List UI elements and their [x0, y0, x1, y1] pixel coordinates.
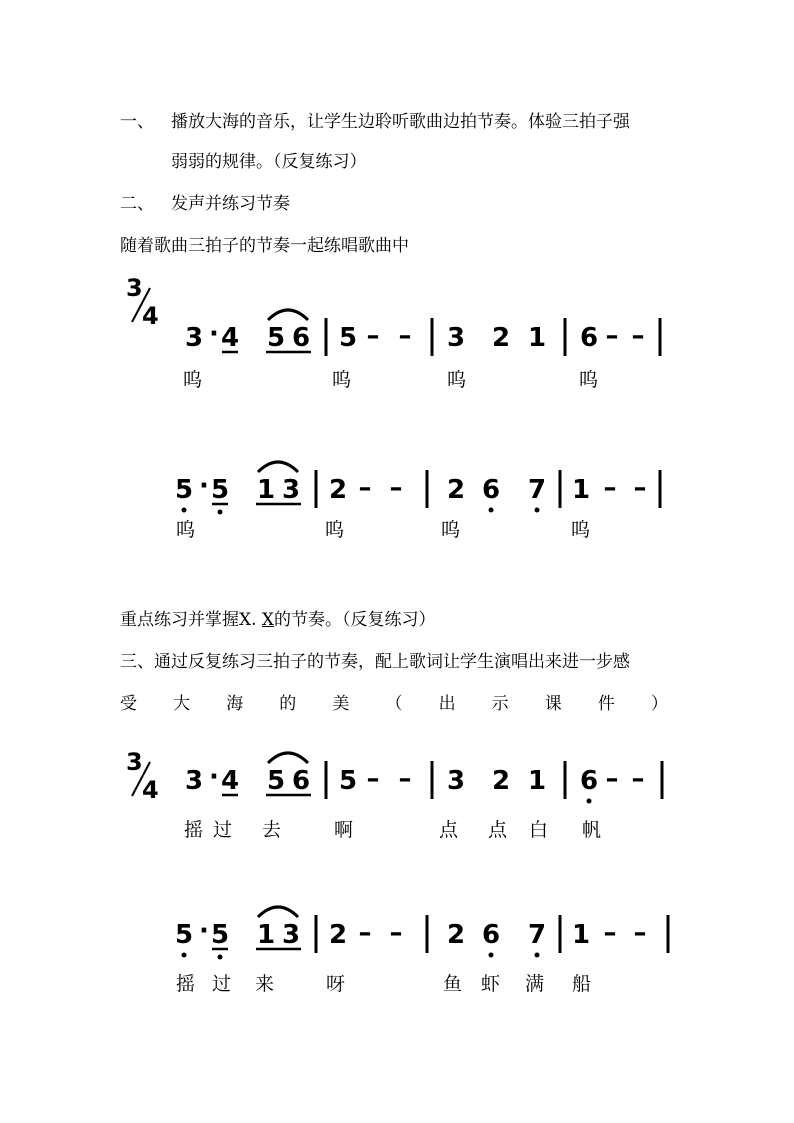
low-dot: [535, 508, 540, 513]
dash: –: [398, 764, 412, 794]
spaced-char: 件: [597, 694, 615, 714]
note: 2: [491, 766, 511, 796]
spaced-char: 的: [279, 694, 297, 714]
focus-text-b: 的节奏。（反复练习）: [274, 610, 436, 630]
lyric: 船: [572, 973, 592, 995]
tie-arc: [268, 310, 308, 320]
note: 5: [210, 475, 230, 505]
paragraph-1-line-b: 弱弱的规律。（反复练习）: [171, 152, 367, 172]
lyric: 呜: [176, 519, 196, 541]
lyric: 呜: [332, 369, 352, 391]
dash: –: [605, 321, 619, 351]
score-4: [175, 907, 668, 995]
paragraph-4-line-a: 三、通过反复练习三拍子的节奏，配上歌词让学生演唱出来进一步感: [120, 652, 630, 672]
tie-arc: [268, 753, 308, 763]
note: 2: [446, 920, 466, 950]
note: 6: [579, 323, 599, 353]
dash: –: [631, 321, 645, 351]
item-number-1: 一、: [120, 112, 154, 132]
dash: –: [358, 473, 372, 503]
note: 1: [256, 475, 276, 505]
note: 5: [174, 920, 194, 950]
note: 4: [220, 323, 240, 353]
dot-note: ·: [199, 471, 209, 501]
lyric: 啊: [334, 819, 354, 841]
note: 4: [220, 766, 240, 796]
note: 5: [338, 766, 358, 796]
lyric: 帆: [582, 819, 602, 841]
lyric: 呜: [579, 369, 599, 391]
note: 5: [266, 323, 286, 353]
item-number-2: 二、: [120, 194, 154, 214]
lyric: 呜: [571, 519, 591, 541]
note: 6: [291, 323, 311, 353]
lyric: 呀: [326, 973, 346, 995]
note: 1: [571, 475, 591, 505]
dash: –: [603, 473, 617, 503]
focus-x-underlined: X: [261, 610, 275, 630]
spaced-char: 出: [438, 694, 456, 714]
low-dot: [587, 799, 592, 804]
dash: –: [603, 918, 617, 948]
dash: –: [366, 764, 380, 794]
note: 6: [481, 920, 501, 950]
low-dot: [489, 508, 494, 513]
dot-note: ·: [209, 319, 219, 349]
note: 3: [446, 323, 466, 353]
focus-text-a: 重点练习并掌握: [120, 610, 239, 630]
note: 5: [210, 920, 230, 950]
lyric: 来: [255, 973, 275, 995]
lyric: 过: [213, 819, 233, 841]
dash: –: [633, 473, 647, 503]
lyric: 鱼: [443, 973, 463, 995]
note: 5: [338, 323, 358, 353]
note: 2: [491, 323, 511, 353]
lyric: 呜: [441, 519, 461, 541]
lyric: 虾: [481, 973, 501, 995]
note: 1: [527, 766, 547, 796]
dash: –: [358, 918, 372, 948]
lyric: 呜: [183, 369, 203, 391]
note: 7: [527, 475, 547, 505]
dash: –: [605, 764, 619, 794]
note: 1: [571, 920, 591, 950]
dash: –: [389, 918, 403, 948]
low-dot: [218, 955, 223, 960]
lyric: 摇: [184, 819, 204, 841]
note: 2: [328, 920, 348, 950]
note: 6: [291, 766, 311, 796]
low-dot: [182, 508, 187, 513]
note: 5: [174, 475, 194, 505]
score-3: [126, 748, 662, 841]
note: 7: [527, 920, 547, 950]
time-sig-bottom: 4: [142, 776, 159, 804]
score-1: [126, 274, 660, 391]
lyric: 呜: [447, 369, 467, 391]
note: 3: [281, 920, 301, 950]
score-2: [175, 462, 660, 541]
lyric: 点: [488, 819, 508, 841]
note: 3: [184, 766, 204, 796]
note: 2: [446, 475, 466, 505]
paragraph-3: 随着歌曲三拍子的节奏一起练唱歌曲中: [120, 236, 409, 256]
lyric: 满: [525, 973, 545, 995]
paragraph-2: 发声并练习节奏: [171, 194, 290, 214]
dash: –: [398, 321, 412, 351]
low-dot: [182, 953, 187, 958]
lyric: 白: [529, 819, 549, 841]
spaced-char: 示: [491, 694, 509, 714]
dash: –: [631, 764, 645, 794]
dot-note: ·: [209, 762, 219, 792]
lyric: 呜: [325, 519, 345, 541]
spaced-char: ）: [650, 694, 668, 714]
note: 3: [184, 323, 204, 353]
dash: –: [633, 918, 647, 948]
spaced-char: 课: [544, 694, 562, 714]
lyric: 去: [262, 819, 282, 841]
note: 3: [281, 475, 301, 505]
spaced-char: （: [385, 694, 403, 714]
spaced-char: 受: [120, 694, 137, 714]
dash: –: [366, 321, 380, 351]
tie-arc: [258, 462, 298, 472]
time-sig-top: 3: [126, 274, 143, 302]
note: 5: [266, 766, 286, 796]
focus-x-dotted: X.: [239, 610, 257, 630]
note: 1: [527, 323, 547, 353]
low-dot: [489, 953, 494, 958]
lyric: 点: [439, 819, 459, 841]
spaced-char: 美: [332, 694, 350, 714]
time-sig-top: 3: [126, 748, 143, 776]
spaced-char: 海: [226, 694, 244, 714]
paragraph-1-line-a: 播放大海的音乐，让学生边聆听歌曲边拍节奏。体验三拍子强: [171, 112, 630, 132]
note: 2: [328, 475, 348, 505]
low-dot: [535, 953, 540, 958]
dash: –: [389, 473, 403, 503]
note: 6: [481, 475, 501, 505]
note: 1: [256, 920, 276, 950]
spaced-char: 大: [173, 694, 191, 714]
dot-note: ·: [199, 916, 209, 946]
time-sig-bottom: 4: [142, 302, 159, 330]
tie-arc: [258, 907, 298, 917]
low-dot: [218, 510, 223, 515]
lyric: 过: [212, 973, 232, 995]
note: 3: [446, 766, 466, 796]
note: 6: [579, 766, 599, 796]
lyric: 摇: [176, 973, 196, 995]
